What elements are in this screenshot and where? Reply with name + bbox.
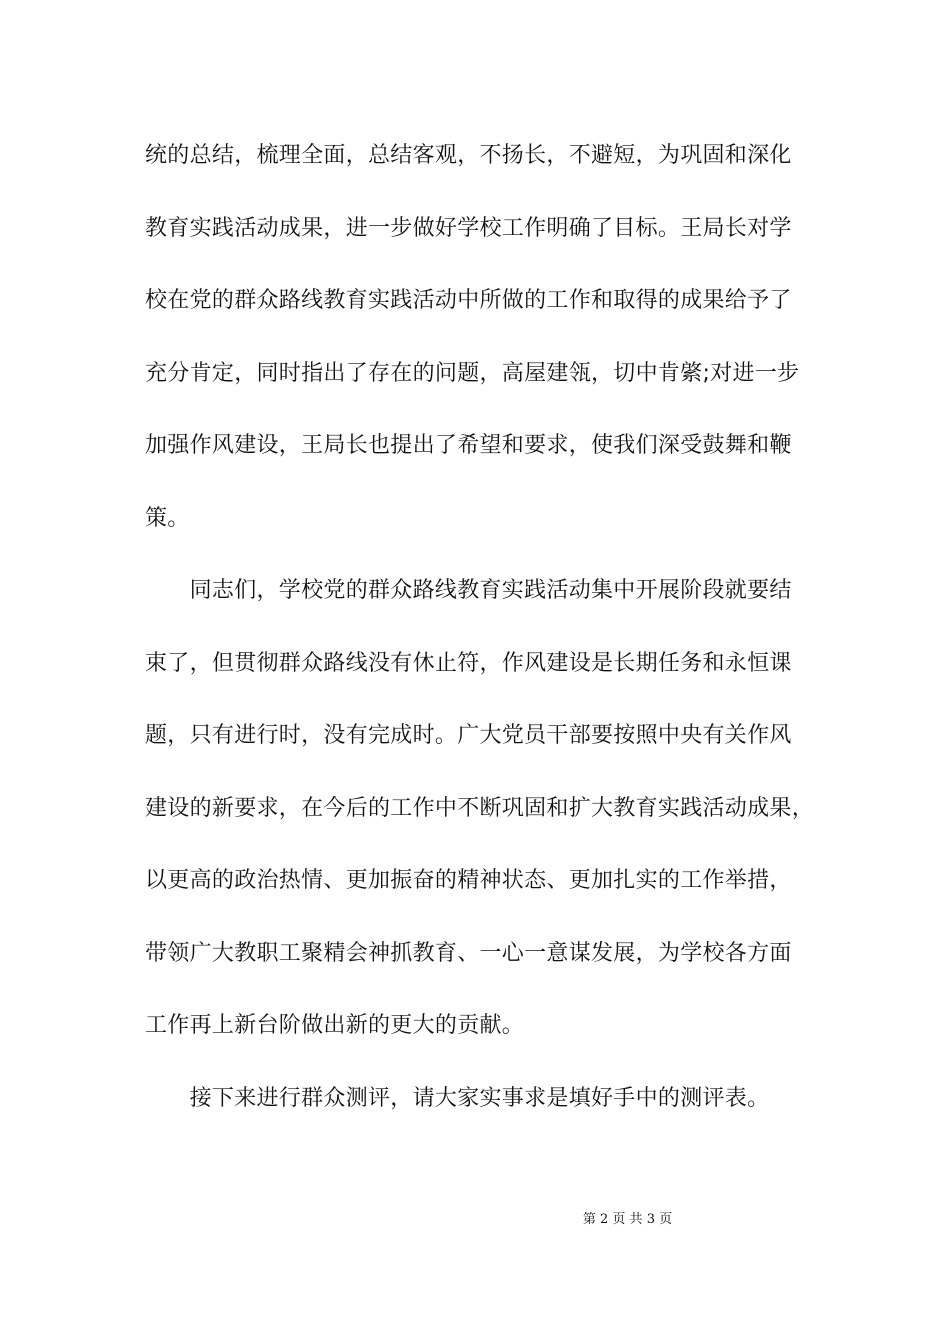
paragraph-1 [145, 134, 825, 569]
page-footer [0, 1208, 950, 1227]
paragraph-line: 工作再上新台阶做出新的更大的贡献。 [145, 1013, 525, 1038]
paragraph-line: 带领广大教职工聚精会神抓教育、一心一意谋发展，为学校各方面 [145, 940, 792, 966]
paragraph-line: 策。 [145, 505, 190, 531]
paragraph-line: 充分肯定，同时指出了存在的问题，高屋建瓴，切中肯綮;对进一步 [145, 360, 800, 386]
paragraph-line: 校在党的群众路线教育实践活动中所做的工作和取得的成果给予了 [145, 288, 792, 313]
paragraph-2 [145, 569, 825, 1077]
paragraph-line: 以更高的政治热情、更加振奋的精神状态、更加扎实的工作举措， [145, 868, 792, 893]
paragraph-line: 统的总结，梳理全面，总结客观，不扬长，不避短，为巩固和深化 [145, 143, 792, 168]
paragraph-line: 教育实践活动成果，进一步做好学校工作明确了目标。王局长对学 [145, 215, 792, 241]
document-body [145, 134, 825, 1149]
paragraph-line: 题，只有进行时，没有完成时。广大党员干部要按照中央有关作风 [145, 723, 792, 748]
paragraph-3 [145, 1077, 825, 1150]
paragraph-line: 同志们，学校党的群众路线教育实践活动集中开展阶段就要结 [145, 578, 792, 603]
page-indicator: 第 2 页 共 3 页 [582, 1212, 673, 1227]
paragraph-line: 接下来进行群众测评，请大家实事求是填好手中的测评表。 [145, 1085, 770, 1111]
paragraph-line: 建设的新要求，在今后的工作中不断巩固和扩大教育实践活动成果， [145, 795, 815, 821]
paragraph-line: 加强作风建设，王局长也提出了希望和要求，使我们深受鼓舞和鞭 [145, 433, 792, 458]
paragraph-line: 束了，但贯彻群众路线没有休止符，作风建设是长期任务和永恒课 [145, 650, 792, 676]
